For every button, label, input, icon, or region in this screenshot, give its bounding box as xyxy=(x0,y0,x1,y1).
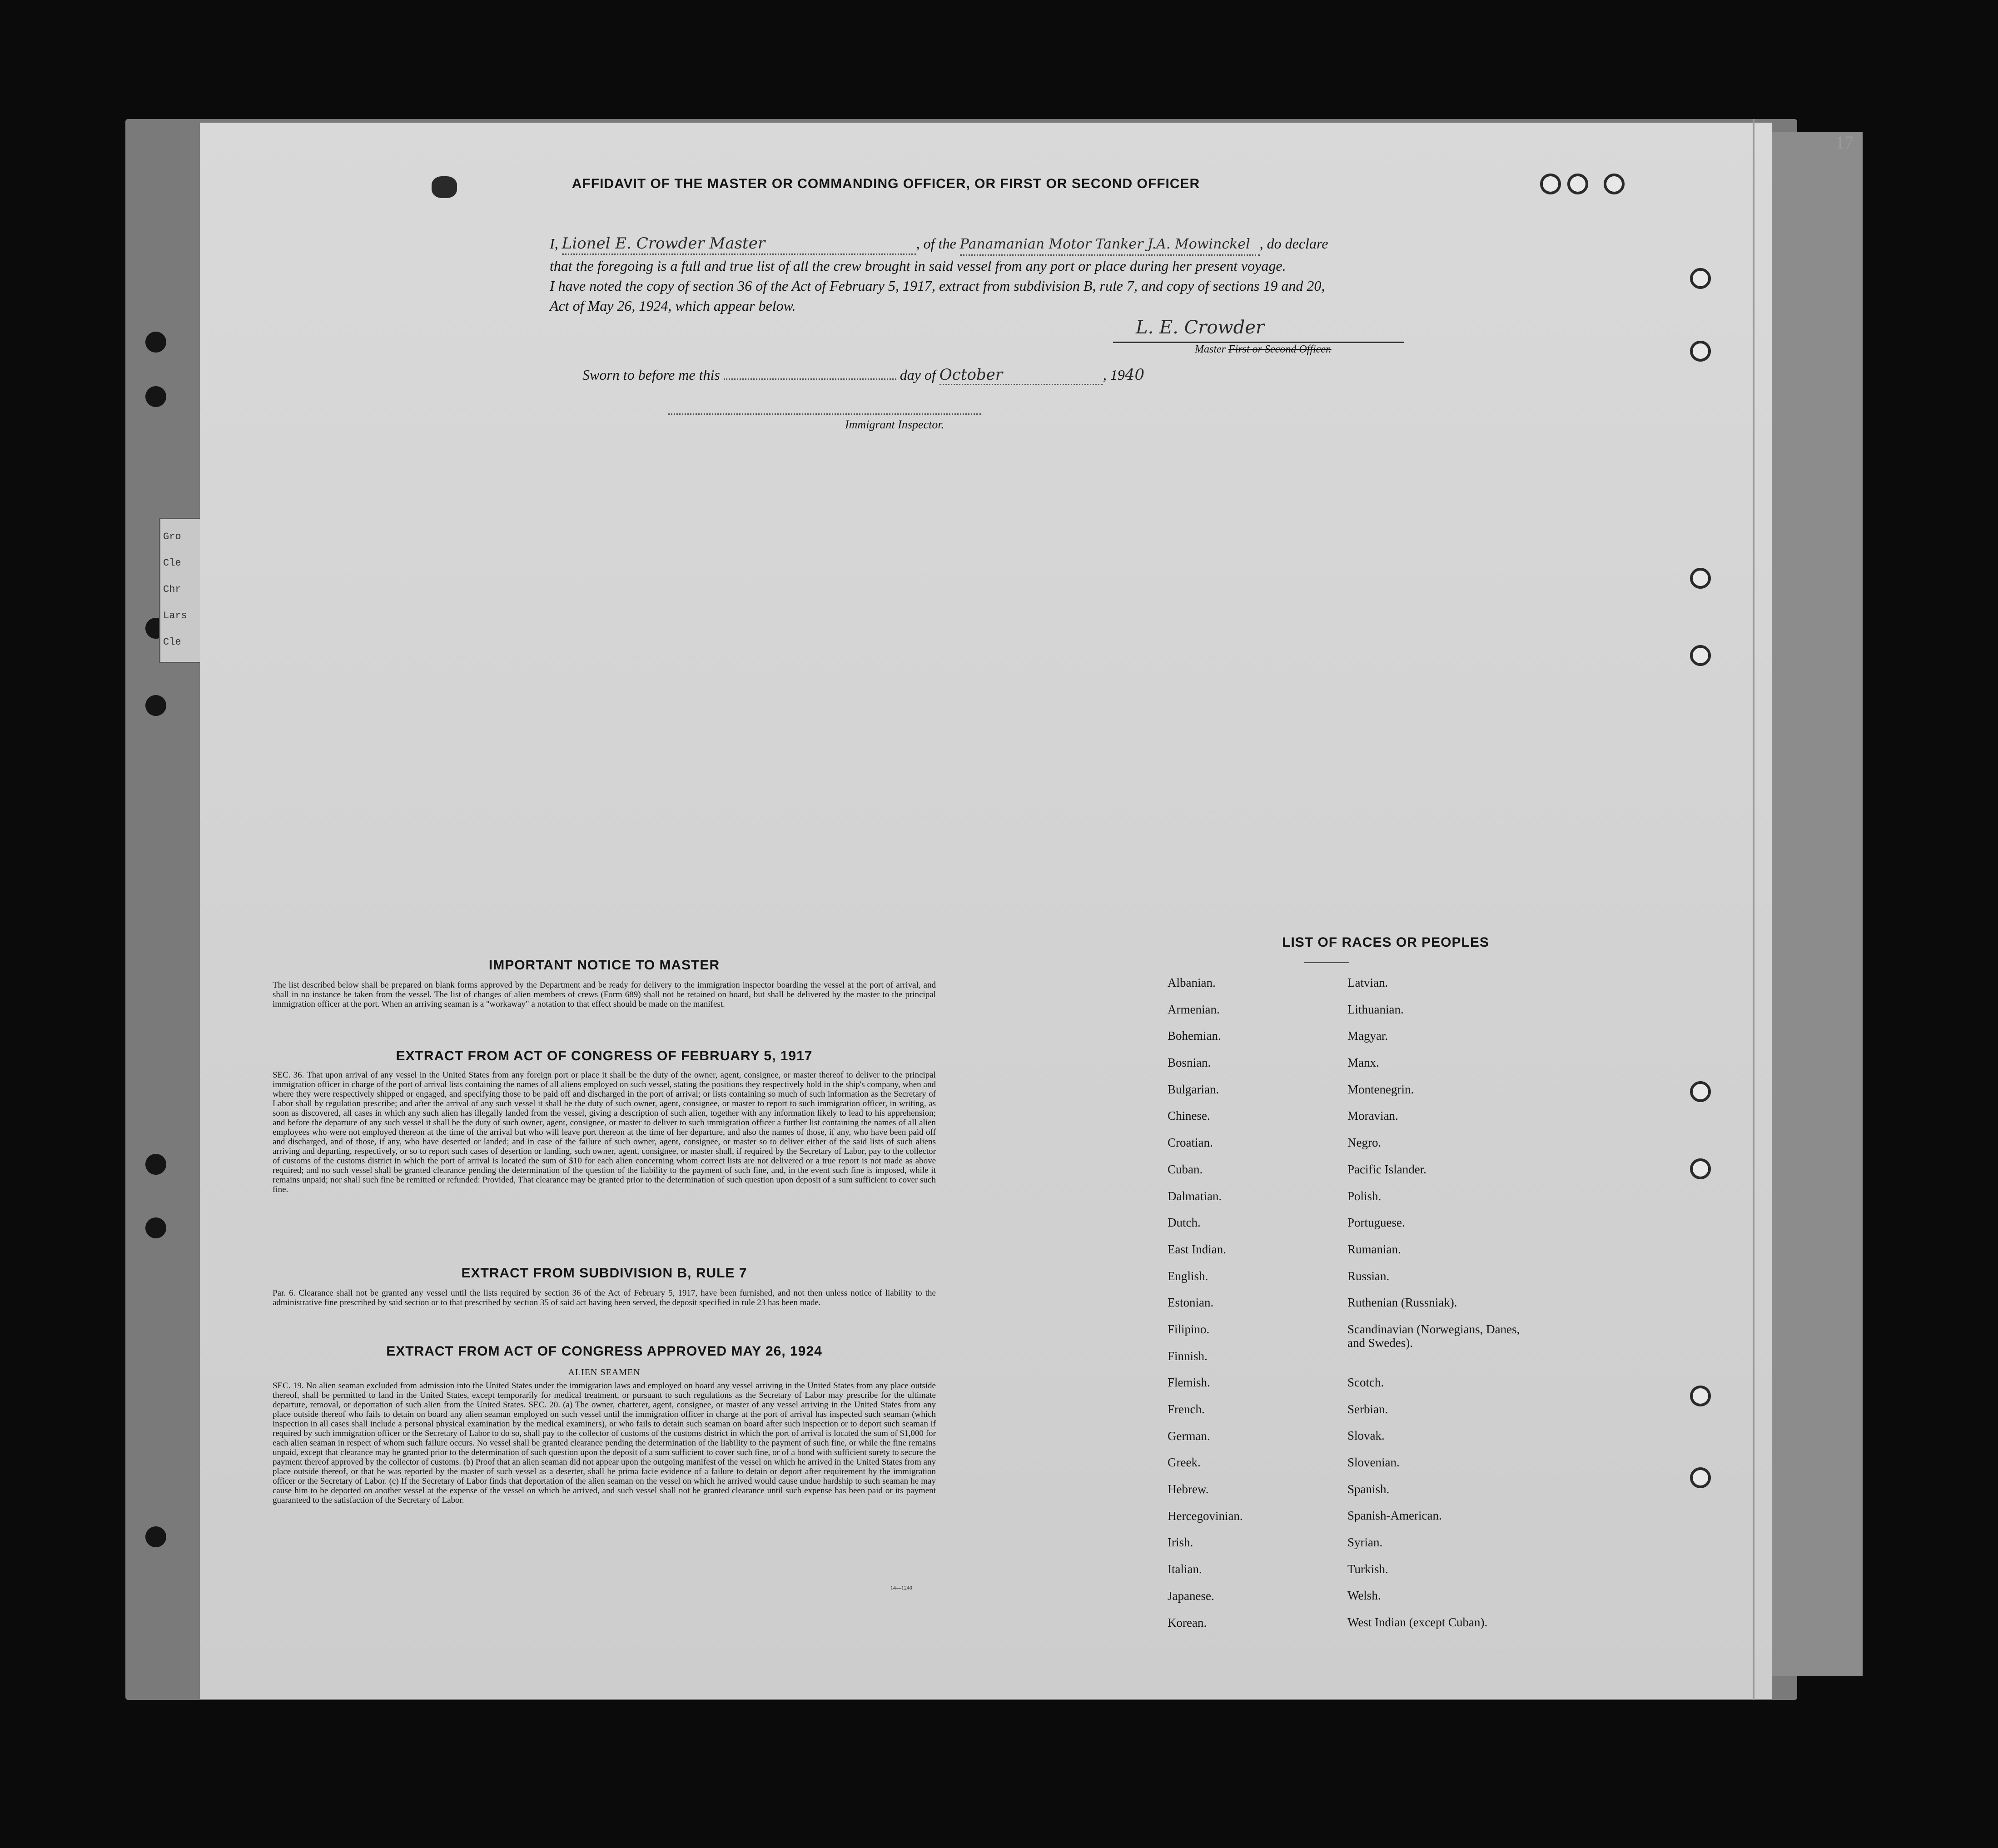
race-item: Finnish. xyxy=(1168,1349,1208,1363)
race-item: Croatian. xyxy=(1168,1136,1213,1150)
affidavit-line-2: that the foregoing is a full and true list of all the crew brought in said vessel from any port or place during her present voyage. xyxy=(550,258,1286,274)
race-item: Filipino. xyxy=(1168,1322,1210,1336)
race-item: Polish. xyxy=(1347,1189,1382,1203)
race-item: Slovenian. xyxy=(1347,1456,1400,1469)
binder-hole xyxy=(145,695,166,716)
race-item: German. xyxy=(1168,1429,1210,1443)
punch-hole xyxy=(1567,174,1588,194)
binder-hole xyxy=(145,332,166,353)
extract-1924-title: EXTRACT FROM ACT OF CONGRESS APPROVED MAY 26, 1924 xyxy=(386,1344,822,1359)
race-item: Greek. xyxy=(1168,1456,1201,1470)
punch-hole xyxy=(1690,268,1711,289)
page-number-mark: 17 xyxy=(1835,132,1854,153)
affidavit-line-1: I, Lionel E. Crowder Master , of the Panamanian Motor Tanker J.A. Mowinckel , do declare xyxy=(550,233,1413,256)
race-item: Serbian. xyxy=(1347,1402,1388,1416)
inspector-signature-line xyxy=(668,413,981,415)
race-item: Negro. xyxy=(1347,1136,1382,1150)
race-item: Pacific Islander. xyxy=(1347,1162,1426,1176)
race-item: Montenegrin. xyxy=(1347,1082,1414,1096)
sworn-month-handwritten: October xyxy=(939,366,1103,385)
sworn-year-handwritten: 40 xyxy=(1124,366,1145,384)
affidavit-line-4: Act of May 26, 1924, which appear below. xyxy=(550,298,796,314)
race-item: Bulgarian. xyxy=(1168,1082,1219,1096)
race-item: Syrian. xyxy=(1347,1535,1383,1550)
extract-1917-text: SEC. 36. That upon arrival of any vessel in the United States from any foreign port or place it shall be the duty of the owner, agent, consignee, or master thereof to deliver to the principal immigration officer in charge of the port of arrival lists containing the names of all aliens employed on such vessel, stating the positions they respectively hold in the ship's company, when and where they were respectively shipped or engaged, and specifying those to be paid off and discharged in the port of arrival; or lists containing so much of such information as the Secretary of Labor shall by regulation prescribe; and after the arrival of any such vessel it shall be the duty of such owner, agent, consignee, or master to report to such immigration officer, in writing, as soon as discovered, all cases in which any such alien has illegally landed from the vessel, giving a description of such alien, together with any information likely to lead to his apprehension; and before the departure of any such vessel it shall be the duty of such owner, agent, consignee, or master to deliver to such immigration officer a further list containing the names of all alien employees who were not employed thereon at the time of the arrival but who will leave port thereon at the time of her departure, and also the names of those, if any, who have been paid off and discharged, and of those, if any, who have deserted or landed; and in case of the failure of such owner, agent, consignee, or master so to deliver either of the said lists of such aliens arriving and departing, respectively, or so to report such cases of desertion or landing, such owner, agent, consignee, or master shall, if required by the Secretary of Labor, pay to the collector of customs of the customs district in which the port of arrival is located the sum of $10 for each alien concerning whom correct lists are not delivered or a true report is not made as above required; and no such vessel shall be granted clearance pending the determination of the question of the liability to the payment of such fine, and, in the event such fine is imposed, while it remains unpaid; nor shall such fine be remitted or refunded: Provided, That clearance may be granted prior to the determination of such question upon deposit of a sum sufficient to cover such fine. xyxy=(273,1070,936,1194)
vessel-name-handwritten: Panamanian Motor Tanker J.A. Mowinckel xyxy=(960,234,1260,256)
punch-hole xyxy=(1690,1158,1711,1179)
punch-hole xyxy=(1690,568,1711,589)
extract-1924-text: SEC. 19. No alien seaman excluded from admission into the United States under the immigration laws and employed on board any vessel arriving in the United States from any place outside thereof, shall be permitted to land in the United States, except temporarily for medical treatment, or pursuant to such regulations as the Secretary of Labor may prescribe for the ultimate departure, removal, or deportation of such alien from the United States. SEC. 20. (a) The owner, charterer, agent, consignee, or master of any vessel arriving in the United States from any place outside thereof who fails to detain on board any alien seaman employed on such vessel until the immigration officer in charge at the port of arrival has inspected such seaman (which inspection in all cases shall include a personal physical examination by the medical examiners), or who fails to detain such seaman on board after such inspection or to deport such seaman if required by such immigration officer or the Secretary of Labor to do so, shall pay to the collector of customs of the customs district in which the port of arrival is located the sum of $1,000 for each alien seaman in respect of whom such failure occurs. No vessel shall be granted clearance pending the determination of the liability to the payment of such fine, or while the fine remains unpaid, except that clearance may be granted prior to the determination of such question upon the deposit of a sum sufficient to cover such fine, or of a bond with sufficient surety to secure the payment thereof approved by the collector of customs. (b) Proof that an alien seaman did not appear upon the outgoing manifest of the vessel on which he arrived in the United States from any place outside thereof, or that he was reported by the master of such vessel as a deserter, shall be prima facie evidence of a failure to detain or deport after requirement by the immigration officer or the Secretary of Labor. (c) If the Secretary of Labor finds that deportation of the alien seaman on the vessel on which he arrived would cause undue hardship to such seaman he may cause him to be deported on another vessel at the expense of the vessel on which he arrived, and such vessel shall not be granted clearance until such expense has been paid or its payment guaranteed to the satisfaction of the Secretary of Labor. xyxy=(273,1381,936,1505)
race-item: Dutch. xyxy=(1168,1216,1201,1230)
binder-hole xyxy=(145,1526,166,1547)
binder-hole xyxy=(145,1154,166,1175)
ink-blot xyxy=(432,176,457,198)
punch-hole xyxy=(1604,174,1625,194)
race-item: West Indian (except Cuban). xyxy=(1347,1615,1488,1629)
affidavit-declaration xyxy=(550,233,1413,316)
race-item: Scotch. xyxy=(1347,1375,1384,1389)
race-item: East Indian. xyxy=(1168,1242,1226,1256)
race-item: Albanian. xyxy=(1168,976,1216,989)
race-item: Scandinavian (Norwegians, Danes, and Swedes). xyxy=(1347,1322,1520,1350)
race-item: French. xyxy=(1168,1402,1205,1416)
folded-tab: Gro Cle Chr Lars Cle xyxy=(159,518,214,663)
punch-hole xyxy=(1690,1467,1711,1488)
race-item: Cuban. xyxy=(1168,1162,1203,1176)
race-item: Latvian. xyxy=(1347,976,1388,989)
race-item: Bohemian. xyxy=(1168,1029,1221,1043)
race-item: Welsh. xyxy=(1347,1589,1381,1603)
race-item: Irish. xyxy=(1168,1535,1193,1550)
notice-text: The list described below shall be prepared on blank forms approved by the Department and be ready for delivery to the immigration inspector boarding the vessel at the port of arrival, and shall in no instance be taken from the vessel. The list of changes of alien members of crews (Form 689) shall not be retained on board, but shall be delivered by the master to the principal immigration officer at the port. When an arriving seaman is a "workaway" a notation to that effect should be made on the manifest. xyxy=(273,980,936,1009)
extract-1917-title: EXTRACT FROM ACT OF CONGRESS OF FEBRUARY 5, 1917 xyxy=(396,1048,813,1063)
underlying-sheet xyxy=(1763,132,1863,1676)
race-item: Spanish. xyxy=(1347,1482,1390,1496)
sworn-day-blank xyxy=(724,378,896,380)
races-title: LIST OF RACES OR PEOPLES xyxy=(1282,935,1489,950)
race-item: Turkish. xyxy=(1347,1562,1388,1576)
notice-title: IMPORTANT NOTICE TO MASTER xyxy=(488,958,720,973)
race-item: Flemish. xyxy=(1168,1376,1210,1390)
race-item: Italian. xyxy=(1168,1562,1202,1576)
race-item: Russian. xyxy=(1347,1269,1390,1283)
signature-line xyxy=(1113,342,1404,343)
race-item: Moravian. xyxy=(1347,1109,1398,1123)
race-item: Ruthenian (Russniak). xyxy=(1347,1296,1457,1310)
form-number: 14—1240 xyxy=(890,1585,912,1591)
race-item: Manx. xyxy=(1347,1056,1379,1070)
race-item: Lithuanian. xyxy=(1347,1002,1404,1016)
affidavit-line-3: I have noted the copy of section 36 of the Act of February 5, 1917, extract from subdivision B, rule 7, and copy of sections 19 and 20, xyxy=(550,278,1325,294)
punch-hole xyxy=(1540,174,1561,194)
races-column-2 xyxy=(1347,976,1538,1642)
rule7-title: EXTRACT FROM SUBDIVISION B, RULE 7 xyxy=(461,1266,747,1281)
binder-hole xyxy=(145,386,166,407)
race-item: Rumanian. xyxy=(1347,1242,1401,1256)
race-item: Dalmatian. xyxy=(1168,1189,1222,1203)
race-item: Korean. xyxy=(1168,1615,1207,1629)
punch-hole xyxy=(1690,1081,1711,1102)
master-signature: L. E. Crowder xyxy=(1136,317,1265,338)
race-item: Estonian. xyxy=(1168,1296,1214,1310)
race-item: Chinese. xyxy=(1168,1109,1210,1123)
race-item: Hebrew. xyxy=(1168,1482,1209,1496)
rule7-text: Par. 6. Clearance shall not be granted any vessel until the lists required by section 36 of the Act of February 5, 1917, have been furnished, and not then unless notice of liability to the administrative fine prescribed by said section or to that prescribed by section 35 of said act having been served, the deposit specified in rule 23 has been made. xyxy=(273,1288,936,1307)
struck-title: First or Second Officer. xyxy=(1228,343,1332,355)
race-item: Bosnian. xyxy=(1168,1056,1211,1070)
punch-hole xyxy=(1690,645,1711,666)
punch-hole xyxy=(1690,1386,1711,1406)
sworn-line: Sworn to before me this day of October , 1940 xyxy=(582,366,1264,385)
race-item: Slovak. xyxy=(1347,1429,1385,1443)
races-title-rule xyxy=(1304,962,1349,963)
race-item: Japanese. xyxy=(1168,1589,1214,1603)
race-item: Magyar. xyxy=(1347,1029,1388,1043)
binder-hole xyxy=(145,1217,166,1238)
punch-hole xyxy=(1690,341,1711,362)
signer-title: Master First or Second Officer. xyxy=(1195,343,1332,355)
race-item: Spanish-American. xyxy=(1347,1509,1442,1523)
race-item: English. xyxy=(1168,1269,1208,1283)
page-fold xyxy=(1753,119,1754,1700)
race-item: Hercegovinian. xyxy=(1168,1509,1243,1523)
races-column-1 xyxy=(1168,976,1243,1642)
race-item: Portuguese. xyxy=(1347,1216,1405,1230)
affidavit-title: AFFIDAVIT OF THE MASTER OR COMMANDING OFFICER, OR FIRST OR SECOND OFFICER xyxy=(572,176,1200,191)
extract-1924-subtitle: ALIEN SEAMEN xyxy=(568,1367,641,1377)
inspector-label: Immigrant Inspector. xyxy=(845,418,944,431)
master-name-handwritten: Lionel E. Crowder Master xyxy=(562,233,916,255)
race-item: Armenian. xyxy=(1168,1002,1220,1016)
